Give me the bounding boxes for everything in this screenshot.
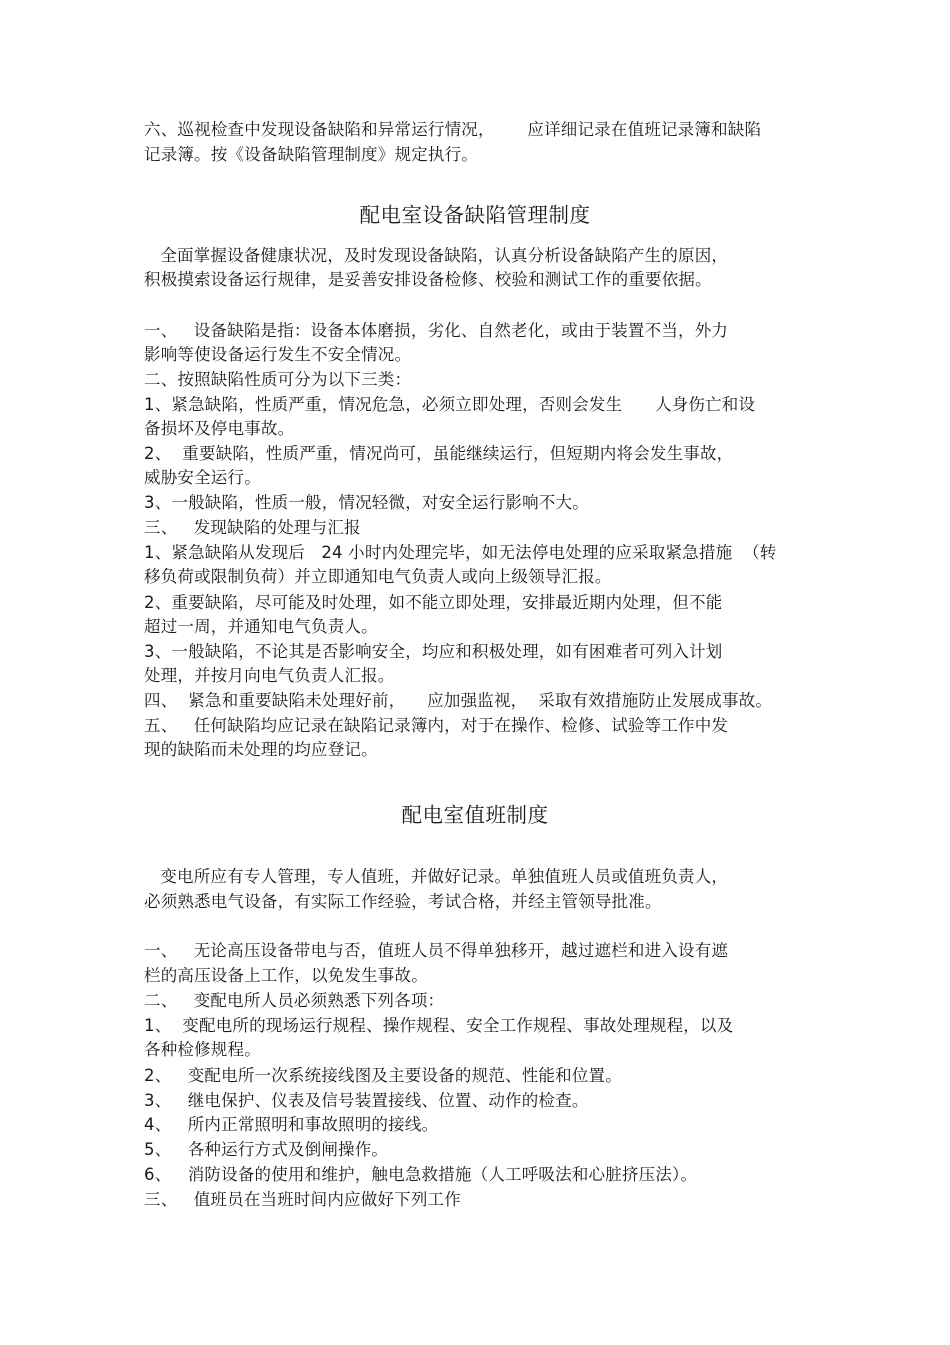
text-line: 6、 消防设备的使用和维护，触电急救措施（人工呼吸法和心脏挤压法）。 <box>144 1165 698 1184</box>
text-line: 影响等使设备运行发生不安全情况。 <box>144 345 412 364</box>
text-line: 一、 设备缺陷是指：设备本体磨损，劣化、自然老化，或由于装置不当，外力 <box>144 321 729 340</box>
text-line: 三、 值班员在当班时间内应做好下列工作 <box>144 1190 461 1209</box>
text-line: 5、 各种运行方式及倒闸操作。 <box>144 1140 389 1159</box>
text-line: 1、 变配电所的现场运行规程、操作规程、安全工作规程、事故处理规程，以及 <box>144 1016 734 1035</box>
text-line: 现的缺陷而未处理的均应登记。 <box>144 740 378 759</box>
section-title: 配电室设备缺陷管理制度 <box>359 203 591 227</box>
text-line: 移负荷或限制负荷）并立即通知电气负责人或向上级领导汇报。 <box>144 567 612 586</box>
text-line: 三、 发现缺陷的处理与汇报 <box>144 518 361 537</box>
text-line: 各种检修规程。 <box>144 1040 261 1059</box>
text-line: 一、 无论高压设备带电与否，值班人员不得单独移开，越过遮栏和进入设有遮 <box>144 941 729 960</box>
text-line: 四、 紧急和重要缺陷未处理好前， 应加强监视， 采取有效措施防止发展成事故。 <box>144 691 773 710</box>
text-line: 栏的高压设备上工作，以免发生事故。 <box>144 966 428 985</box>
text-line: 3、一般缺陷，不论其是否影响安全，均应和积极处理，如有困难者可列入计划 <box>144 642 723 661</box>
text-line: 威胁安全运行。 <box>144 468 261 487</box>
text-line: 1、紧急缺陷，性质严重，情况危急，必须立即处理，否则会发生 人身伤亡和设 <box>144 395 756 414</box>
text-line: 2、 变配电所一次系统接线图及主要设备的规范、性能和位置。 <box>144 1066 622 1085</box>
text-line: 五、 任何缺陷均应记录在缺陷记录簿内，对于在操作、检修、试验等工作中发 <box>144 716 729 735</box>
text-line: 2、 重要缺陷，性质严重，情况尚可，虽能继续运行，但短期内将会发生事故， <box>144 444 734 463</box>
text-line: 二、 变配电所人员必须熟悉下列各项： <box>144 991 445 1010</box>
text-line: 超过一周，并通知电气负责人。 <box>144 617 378 636</box>
text-line: 3、 继电保护、仪表及信号装置接线、位置、动作的检查。 <box>144 1091 589 1110</box>
text-line: 必须熟悉电气设备，有实际工作经验，考试合格，并经主管领导批准。 <box>144 892 662 911</box>
text-line: 积极摸索设备运行规律，是妥善安排设备检修、校验和测试工作的重要依据。 <box>144 270 712 289</box>
text-line: 1、紧急缺陷从发现后 24 小时内处理完毕，如无法停电处理的应采取紧急措施 （转 <box>144 543 777 562</box>
section-title: 配电室值班制度 <box>401 803 549 827</box>
text-line: 4、 所内正常照明和事故照明的接线。 <box>144 1115 439 1134</box>
text-line: 全面掌握设备健康状况，及时发现设备缺陷，认真分析设备缺陷产生的原因， <box>144 246 729 265</box>
text-line: 2、重要缺陷，尽可能及时处理，如不能立即处理，安排最近期内处理，但不能 <box>144 593 723 612</box>
text-line: 记录簿。按《设备缺陷管理制度》规定执行。 <box>144 145 478 164</box>
text-line: 3、一般缺陷，性质一般，情况轻微，对安全运行影响不大。 <box>144 493 589 512</box>
text-line: 六、巡视检查中发现设备缺陷和异常运行情况， 应详细记录在值班记录簿和缺陷 <box>144 120 762 139</box>
text-line: 备损坏及停电事故。 <box>144 419 295 438</box>
text-line: 处理，并按月向电气负责人汇报。 <box>144 666 395 685</box>
text-line: 二、按照缺陷性质可分为以下三类： <box>144 370 412 389</box>
text-line: 变电所应有专人管理，专人值班，并做好记录。单独值班人员或值班负责人， <box>144 867 729 886</box>
